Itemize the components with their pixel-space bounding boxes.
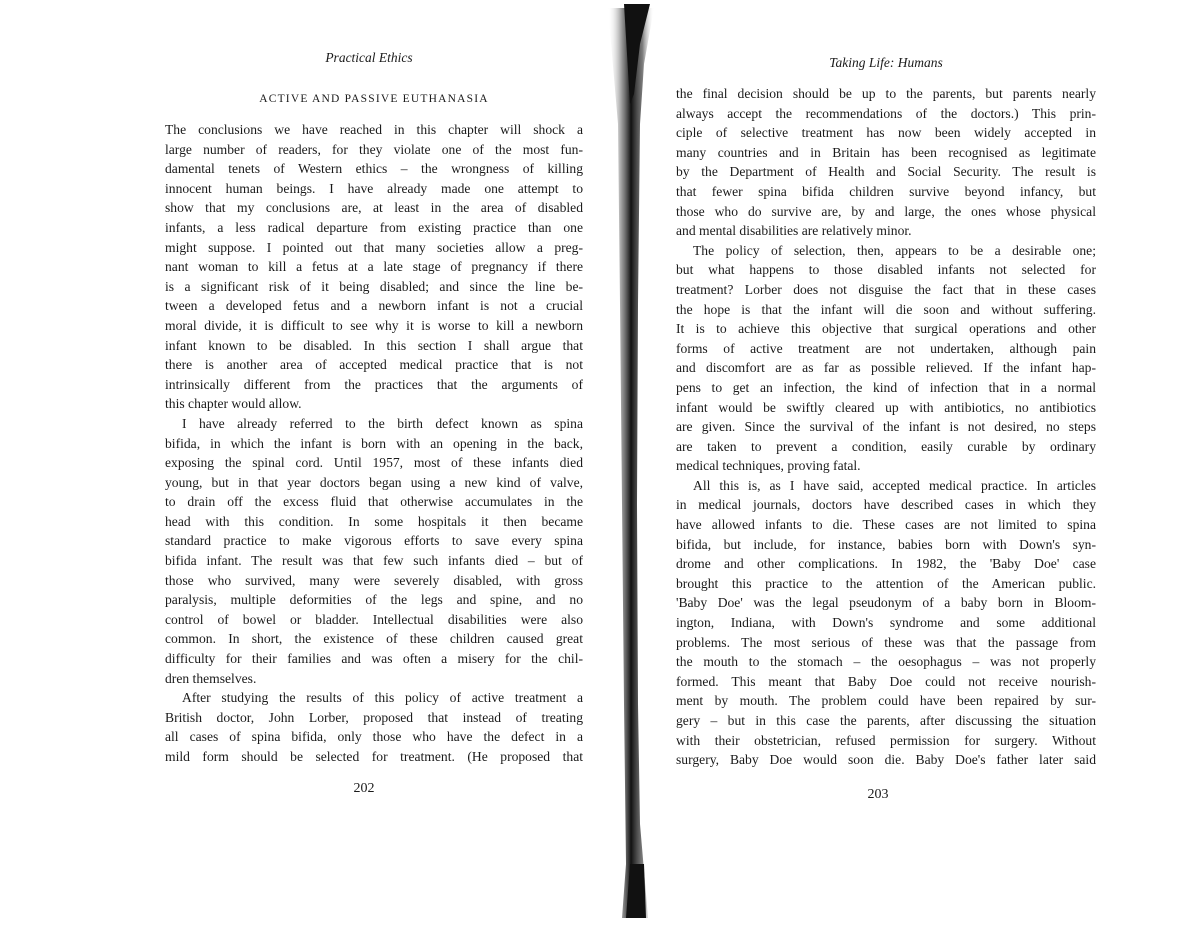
- text-line: and mental disabilities are relatively minor.: [676, 223, 912, 239]
- book-gutter-shadow: [604, 4, 660, 922]
- text-line: by the Department of Health and Social Security. The result is: [676, 164, 1096, 180]
- text-line: The policy of selection, then, appears to be a desirable one;: [693, 242, 1096, 258]
- text-line: medical techniques, proving fatal.: [676, 458, 861, 474]
- text-line: mild form should be selected for treatment. (He proposed that: [165, 749, 583, 764]
- text-line: head with this condition. In some hospitals it then became: [165, 513, 583, 529]
- text-line: common. In short, the existence of these children caused great: [165, 631, 583, 647]
- text-line: bifida, in which the infant is born with an opening in the back,: [165, 435, 583, 451]
- text-line: standard practice to make vigorous efforts to save every spina: [165, 533, 583, 549]
- text-line: large number of readers, for they violate one of the most fun-: [165, 141, 583, 157]
- text-line: intrinsically different from the practices that the arguments of: [165, 376, 583, 392]
- text-line: infants, a less radical departure from existing practice than one: [165, 219, 583, 235]
- text-line: the mouth to the stomach – the oesophagus – was not properly: [676, 654, 1096, 670]
- text-line: paralysis, multiple deformities of the legs and spine, and no: [165, 592, 583, 608]
- text-line: It is to achieve this objective that surgical operations and other: [676, 321, 1096, 337]
- text-line: The conclusions we have reached in this chapter will shock a: [165, 122, 583, 137]
- text-line: bifida, but include, for instance, babies born with Down's syn-: [676, 536, 1096, 552]
- text-line: nant woman to kill a fetus at a late stage of pregnancy if there: [165, 259, 583, 275]
- text-line: all cases of spina bifida, only those who have the defect in a: [165, 729, 583, 745]
- text-line: to drain off the excess fluid that otherwise accumulates in the: [165, 494, 583, 510]
- text-line: infant would be swiftly cleared up with antibiotics, no antibiotics: [676, 399, 1096, 415]
- left-body-text: [165, 120, 583, 767]
- text-line: control of bowel or bladder. Intellectual disabilities were also: [165, 611, 583, 627]
- text-line: ment by mouth. The problem could have been repaired by sur-: [676, 693, 1096, 709]
- text-line: young, but in that year doctors began using a new kind of valve,: [165, 474, 583, 490]
- text-line: 'Baby Doe' was the legal pseudonym of a baby born in Bloom-: [676, 595, 1096, 611]
- text-line: damental tenets of Western ethics – the wrongness of killing: [165, 161, 583, 177]
- text-line: exposing the spinal cord. Until 1957, most of these infants died: [165, 455, 583, 471]
- text-line: treatment? Lorber does not disguise the fact that in these cases: [676, 281, 1096, 297]
- text-line: ington, Indiana, with Down's syndrome and some additional: [676, 615, 1096, 631]
- text-line: are given. Since the survival of the infant is not desired, no steps: [676, 419, 1096, 435]
- text-line: forms of active treatment are not undertaken, although pain: [676, 340, 1096, 356]
- right-page-number: 203: [867, 787, 889, 802]
- text-line: the final decision should be up to the parents, but parents nearly: [676, 86, 1096, 101]
- text-line: pens to get an infection, the kind of infection that in a normal: [676, 379, 1096, 395]
- text-line: might suppose. I pointed out that many societies allow a preg-: [165, 239, 583, 255]
- text-line: formed. This meant that Baby Doe could not receive nourish-: [676, 673, 1096, 689]
- text-line: brought this practice to the attention of the American public.: [676, 575, 1096, 591]
- text-line: difficulty for their families and was often a misery for the chil-: [165, 651, 583, 667]
- section-title: ACTIVE AND PASSIVE EUTHANASIA: [259, 93, 489, 105]
- text-line: in medical journals, doctors have described cases in which they: [676, 497, 1096, 513]
- text-line: there is another area of accepted medical practice that is not: [165, 357, 583, 373]
- text-line: ciple of selective treatment has now been widely accepted in: [676, 125, 1096, 141]
- text-line: many countries and in Britain has been recognised as legitimate: [676, 144, 1096, 160]
- text-line: All this is, as I have said, accepted medical practice. In articles: [693, 477, 1096, 493]
- text-line: those who survived, many were severely disabled, with gross: [165, 572, 583, 588]
- text-line: problems. The most serious of these was that the passage from: [676, 634, 1096, 650]
- right-running-head: Taking Life: Humans: [829, 55, 943, 70]
- text-line: After studying the results of this policy of active treatment a: [182, 690, 583, 706]
- text-line: tween a developed fetus and a newborn infant is not a crucial: [165, 298, 583, 314]
- text-line: drome and other complications. In 1982, the 'Baby Doe' case: [676, 556, 1096, 572]
- text-line: always accept the recommendations of the doctors.) This prin-: [676, 105, 1096, 121]
- text-line: British doctor, John Lorber, proposed that instead of treating: [165, 709, 583, 725]
- text-line: innocent human beings. I have already made one attempt to: [165, 180, 583, 196]
- text-line: dren themselves.: [165, 670, 257, 686]
- text-line: but what happens to those disabled infants not selected for: [676, 262, 1096, 278]
- text-line: surgery, Baby Doe would soon die. Baby Doe's father later said: [676, 752, 1096, 768]
- text-line: bifida infant. The result was that few such infants died – but of: [165, 553, 583, 569]
- text-line: have allowed infants to die. These cases are not limited to spina: [676, 517, 1096, 533]
- text-line: with their obstetrician, refused permission for surgery. Without: [676, 732, 1096, 748]
- text-line: is a significant risk of it being disabled; and since the line be-: [165, 278, 583, 294]
- text-line: infant known to be disabled. In this section I shall argue that: [165, 337, 583, 353]
- text-line: the hope is that the infant will die soon and without suffering.: [676, 301, 1096, 317]
- text-line: are taken to prevent a condition, easily curable by ordinary: [676, 438, 1096, 454]
- text-line: show that my conclusions are, at least in the area of disabled: [165, 200, 583, 216]
- text-line: those who do survive are, by and large, the ones whose physical: [676, 203, 1096, 219]
- right-body-text: [676, 84, 1096, 770]
- text-line: that fewer spina bifida children survive beyond infancy, but: [676, 183, 1096, 199]
- text-line: gery – but in this case the parents, after discussing the situation: [676, 713, 1096, 728]
- left-running-head: Practical Ethics: [325, 50, 413, 65]
- text-line: and discomfort are as far as possible relieved. If the infant hap-: [676, 360, 1096, 376]
- text-line: moral divide, it is difficult to see why it is worse to kill a newborn: [165, 317, 583, 333]
- text-line: I have already referred to the birth defect known as spina: [182, 415, 583, 431]
- text-line: this chapter would allow.: [165, 396, 302, 412]
- left-page-number: 202: [353, 781, 375, 796]
